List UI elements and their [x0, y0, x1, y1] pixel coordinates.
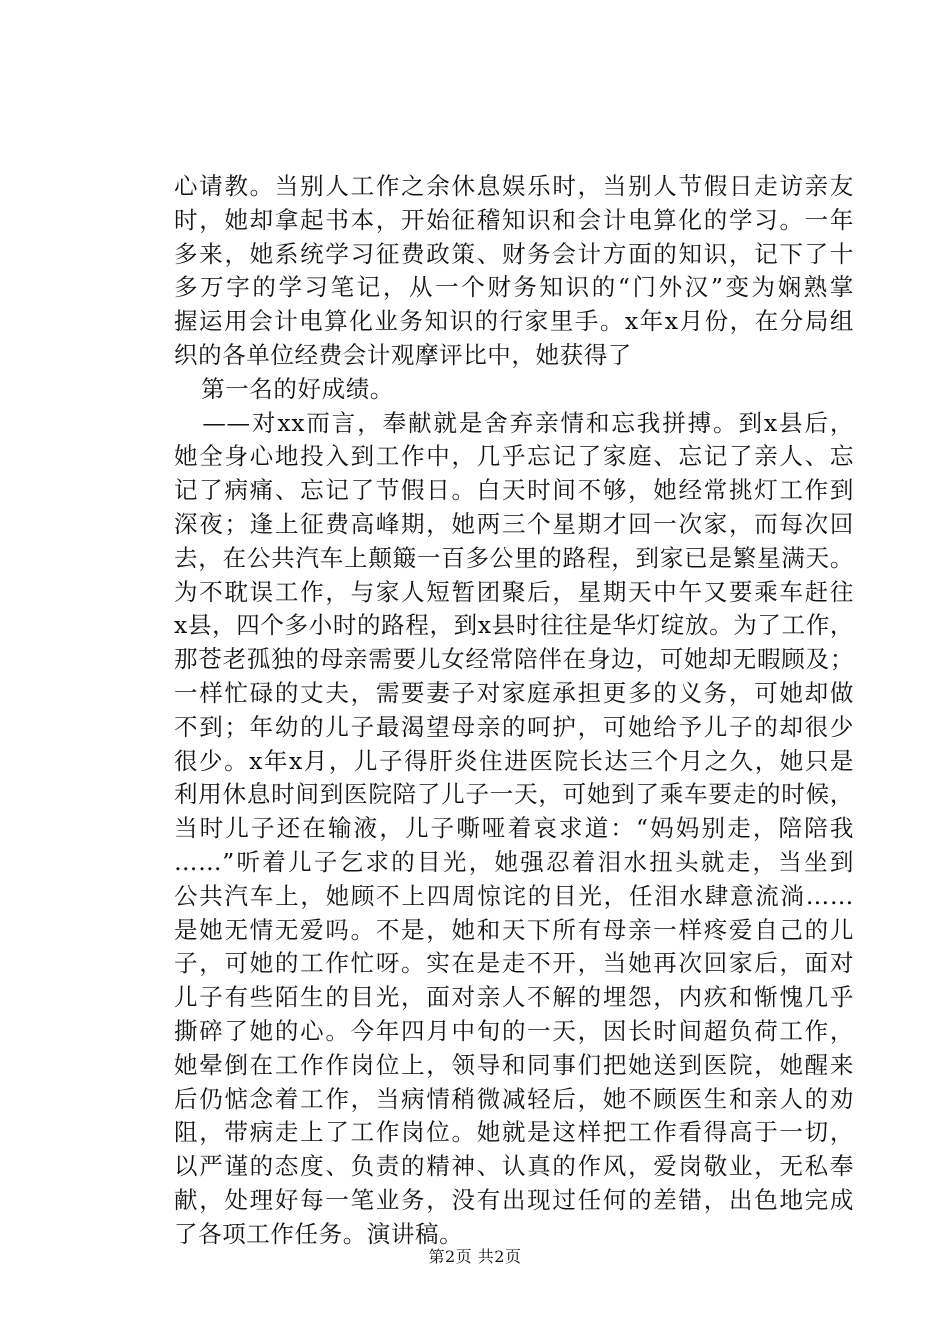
text-line: 子，可她的工作忙呀。实在是走不开，当她再次回家后，面对 — [174, 949, 854, 978]
text-line: 为不耽误工作，与家人短暂团聚后，星期天中午又要乘车赶往 — [174, 577, 854, 606]
text-line: 第一名的好成绩。 — [177, 374, 394, 403]
text-line: 以严谨的态度、负责的精神、认真的作风，爱岗敬业，无私奉 — [174, 1152, 854, 1181]
page-number-footer: 第2页 共2页 — [428, 1247, 522, 1266]
text-line: 后仍惦念着工作，当病情稍微减轻后，她不顾医生和亲人的劝 — [174, 1084, 854, 1113]
text-line: 是她无情无爱吗。不是，她和天下所有母亲一样疼爱自己的儿 — [174, 915, 854, 944]
text-line: 了各项工作任务。演讲稿。 — [174, 1219, 464, 1248]
text-line: 织的各单位经费会计观摩评比中，她获得了 — [174, 340, 632, 369]
text-line: 记了病痛、忘记了节假日。白天时间不够，她经常挑灯工作到 — [174, 476, 854, 505]
text-line: ——对xx而言，奉献就是舍弃亲情和忘我拼搏。到x县后， — [177, 408, 854, 437]
text-line: 不到；年幼的儿子最渴望母亲的呵护，可她给予儿子的却很少 — [174, 712, 854, 741]
text-line: 心请教。当别人工作之余休息娱乐时，当别人节假日走访亲友 — [174, 172, 854, 200]
text-line: 一样忙碌的丈夫，需要妻子对家庭承担更多的义务，可她却做 — [174, 678, 854, 707]
text-line: 握运用会计电算化业务知识的行家里手。x年x月份，在分局组 — [174, 307, 854, 336]
text-line: 当时儿子还在输液，儿子嘶哑着哀求道：“妈妈别走，陪陪我 — [174, 814, 854, 843]
text-line: 那苍老孤独的母亲需要儿女经常陪伴在身边，可她却无暇顾及； — [174, 645, 854, 674]
text-line: 时，她却拿起书本，开始征稽知识和会计电算化的学习。一年 — [174, 205, 854, 234]
text-line: 她晕倒在工作作岗位上，领导和同事们把她送到医院，她醒来 — [174, 1050, 854, 1079]
text-line: 去，在公共汽车上颠簸一百多公里的路程，到家已是繁星满天。 — [174, 543, 854, 572]
text-line: 她全身心地投入到工作中，几乎忘记了家庭、忘记了亲人、忘 — [174, 442, 854, 471]
text-line: 多来，她系统学习征费政策、财务会计方面的知识，记下了十 — [174, 239, 854, 268]
text-line: 阻，带病走上了工作岗位。她就是这样把工作看得高于一切， — [174, 1118, 854, 1147]
text-line: x县，四个多小时的路程，到x县时往往是华灯绽放。为了工作， — [174, 611, 854, 640]
text-line: ……”听着儿子乞求的目光，她强忍着泪水扭头就走，当坐到 — [174, 847, 854, 876]
text-line: 很少。x年x月，儿子得肝炎住进医院长达三个月之久，她只是 — [174, 746, 854, 775]
text-line: 献，处理好每一笔业务，没有出现过任何的差错，出色地完成 — [174, 1185, 854, 1214]
text-line: 儿子有些陌生的目光，面对亲人不解的埋怨，内疚和惭愧几乎 — [174, 983, 854, 1012]
speech-body-text — [174, 170, 854, 1252]
text-line: 多万字的学习笔记，从一个财务知识的“门外汉”变为娴熟掌 — [174, 273, 854, 302]
text-line: 公共汽车上，她顾不上四周惊诧的目光，任泪水肆意流淌…… — [174, 881, 854, 910]
text-line: 撕碎了她的心。今年四月中旬的一天，因长时间超负荷工作， — [174, 1016, 854, 1045]
text-line: 深夜；逢上征费高峰期，她两三个星期才回一次家，而每次回 — [174, 509, 854, 538]
text-line: 利用休息时间到医院陪了儿子一天，可她到了乘车要走的时候， — [174, 780, 854, 809]
